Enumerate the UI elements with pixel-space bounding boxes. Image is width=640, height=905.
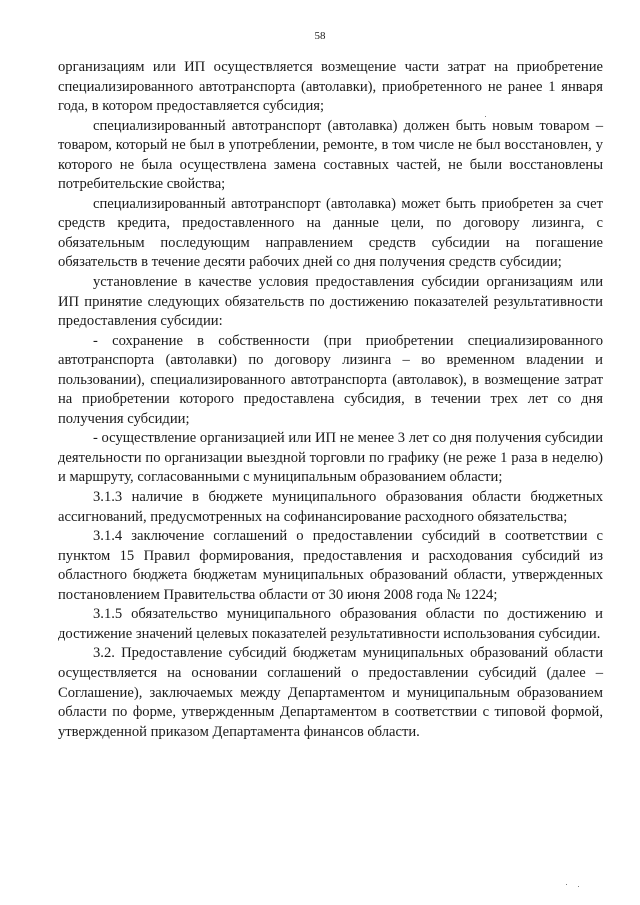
paragraph-obligations-condition: установление в качестве условия предоставления субсидии организациям или ИП принятие следующих обязательств по достижению показателей результативности предоставления субсидии: bbox=[58, 274, 603, 330]
paragraph-3-1-4: 3.1.4 заключение соглашений о предоставлении субсидий в соответствии с пунктом 15 Правил формирования, предоставления и расходования субсидий из областного бюджета бюджетам муниципальных образований области, утвержденных постановлением Правительства области от 30 июня 2008 года № 1224; bbox=[58, 528, 603, 603]
paragraph-new-vehicle-condition: специализированный автотранспорт (автолавка) должен быть новым товаром – товаром, который не был в употреблении, ремонте, в том числе не был восстановлен, у которого не была осуществлена замена составных частей, не были восстановлены потребительские свойства; bbox=[58, 117, 603, 193]
page-number: 58 bbox=[314, 30, 326, 42]
paragraph-3-1-5: 3.1.5 обязательство муниципального образования области по достижению и достижение значений целевых показателей результативности использования субсидии. bbox=[58, 606, 603, 642]
paragraph-ownership-obligation: - сохранение в собственности (при приобретении специализированного автотранспорта (автолавки) по договору лизинга – во временном владении и пользовании), специализированного автотранспорта (автолавок), в возмещение затрат на приобретении которого предоставлена субсидия, в течении трех лет со дня получения субсидии; bbox=[58, 332, 603, 427]
scan-speck bbox=[566, 884, 567, 885]
document-body bbox=[58, 58, 603, 742]
paragraph-continuation: организациям или ИП осуществляется возмещение части затрат на приобретение специализированного автотранспорта (автолавки), приобретенного не ранее 1 января года, в котором предоставляется субсидия; bbox=[58, 59, 603, 115]
paragraph-3-1-3: 3.1.3 наличие в бюджете муниципального образования области бюджетных ассигнований, предусмотренных на софинансирование расходного обязательства; bbox=[58, 489, 603, 525]
paragraph-3-2: 3.2. Предоставление субсидий бюджетам муниципальных образований области осуществляется на основании соглашений о предоставлении субсидий (далее – Соглашение), заключаемых между Департаментом и муниципальным образованием области по форме, утвержденным Департаментом в соответствии с типовой формой, утвержденной приказом Департамента финансов области. bbox=[58, 645, 603, 740]
scan-speck bbox=[485, 116, 486, 117]
paragraph-trade-obligation: - осуществление организацией или ИП не менее 3 лет со дня получения субсидии деятельности по организации выездной торговли по графику (не реже 1 раза в неделю) и маршруту, согласованными с муниципальным образованием области; bbox=[58, 430, 603, 486]
paragraph-credit-leasing: специализированный автотранспорт (автолавка) может быть приобретен за счет средств кредита, предоставленного на данные цели, по договору лизинга, с обязательным последующим направлением средств субсидии на погашение обязательств в течение десяти рабочих дней со дня получения средств субсидии; bbox=[58, 195, 603, 271]
scan-speck bbox=[578, 886, 579, 887]
